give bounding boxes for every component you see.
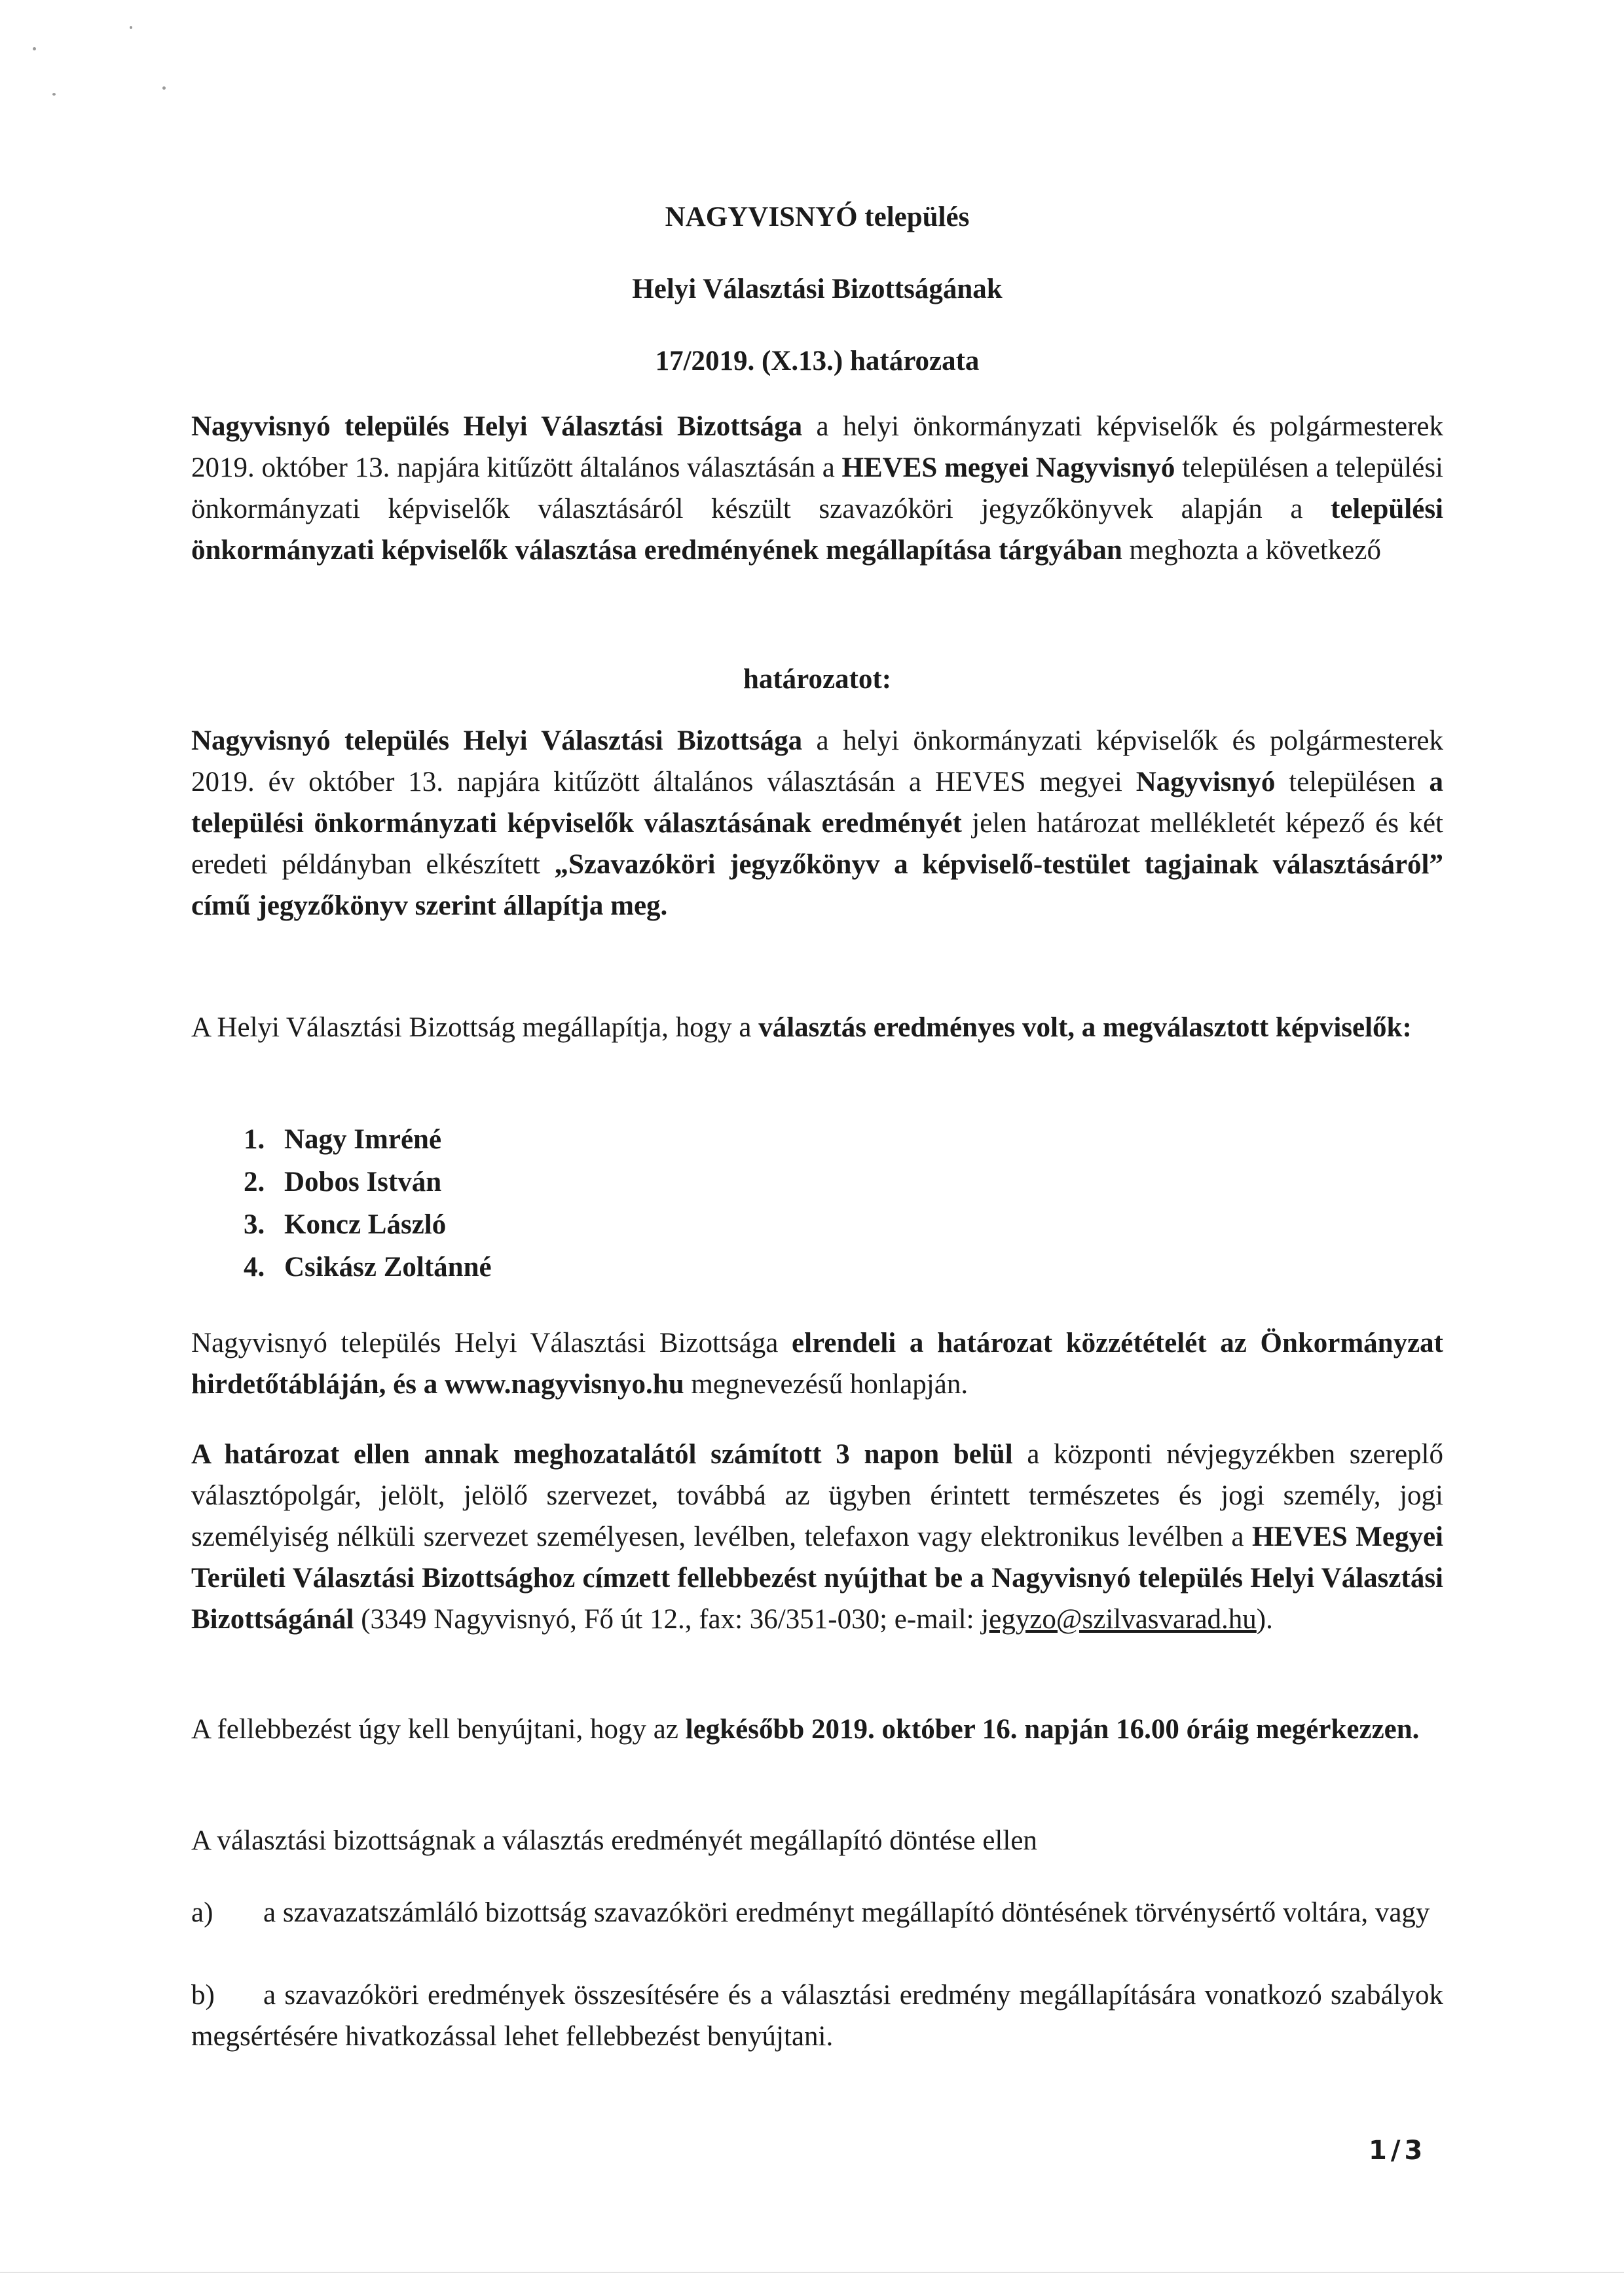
ground-text: a szavazóköri eredmények összesítésére és a választási eredmény megállapítására vonatkozó szabályok megsértésére hivatkozással lehet fellebbezést benyújtani. — [191, 1980, 1443, 2052]
appeal-email[interactable]: jegyzo@szilvasvarad.hu — [981, 1604, 1257, 1635]
ground-letter: b) — [191, 1980, 215, 2011]
ground-item-a — [191, 1892, 1443, 1933]
elected-name: Csikász Zoltánné — [284, 1252, 492, 1283]
deadline-bold: legkésőbb 2019. október 16. napján 16.00 óráig megérkezzen. — [685, 1714, 1420, 1745]
decision-protocol: „Szavazóköri jegyzőkönyv a képviselő-testület tagjainak választásáról” című jegyzőkönyv szerint állapítja meg. — [191, 849, 1444, 921]
title-committee: Helyi Választási Bizottságának — [632, 274, 1003, 304]
intro-text: meghozta a következő — [1122, 535, 1381, 566]
ground-text: a szavazatszámláló bizottság szavazóköri eredményt megállapító döntésének törvénysértő voltára, vagy — [263, 1897, 1430, 1928]
deadline-paragraph — [191, 1709, 1443, 1750]
page-bottom-edge — [0, 2272, 1624, 2273]
publication-text: Nagyvisnyó település Helyi Választási Bizottsága — [191, 1328, 792, 1358]
elected-item — [244, 1246, 492, 1288]
page-number: 1/3 — [1369, 2136, 1427, 2166]
decision-paragraph — [191, 720, 1443, 926]
publication-paragraph — [191, 1322, 1443, 1405]
deadline-text: A fellebbezést úgy kell benyújtani, hogy az — [191, 1714, 686, 1745]
elected-item — [244, 1203, 492, 1246]
appeal-text: ). — [1256, 1604, 1273, 1635]
intro-committee: Nagyvisnyó település Helyi Választási Bizottsága — [191, 411, 803, 442]
publication-text: megnevezésű honlapján. — [684, 1369, 969, 1400]
title-resolution-number: 17/2019. (X.13.) határozata — [655, 346, 980, 376]
grounds-intro: A választási bizottságnak a választás eredményét megállapító döntése ellen — [191, 1825, 1037, 1856]
scan-speck — [33, 47, 36, 50]
scan-speck — [52, 93, 56, 96]
decision-result: a települési önkormányzati képviselők választásának eredményét — [191, 767, 1443, 839]
decision-settlement: Nagyvisnyó — [1135, 767, 1276, 797]
appeal-deadline: A határozat ellen annak meghozatalától számított 3 napon belül — [191, 1439, 1013, 1470]
elected-name: Nagy Imréné — [284, 1124, 442, 1155]
intro-paragraph — [191, 406, 1443, 571]
elected-item — [244, 1118, 492, 1161]
intro-subject: települési önkormányzati képviselők választása eredményének megállapítása tárgyában — [191, 494, 1443, 566]
title-municipality: NAGYVISNYÓ település — [665, 202, 970, 232]
decision-text: jelen határozat mellékletét képező és két eredeti példányban elkészített — [191, 808, 1444, 880]
intro-text: településen a települési önkormányzati képviselők választásáról készült szavazóköri jegyzőkönyvek alapján a — [191, 452, 1443, 524]
appeal-text: (3349 Nagyvisnyó, Fő út 12., fax: 36/351-030; e-mail: — [354, 1604, 982, 1635]
elected-item — [244, 1161, 492, 1203]
decision-heading: határozatot: — [743, 664, 892, 695]
elected-list — [244, 1118, 492, 1288]
elected-number: 1. — [244, 1124, 265, 1155]
decision-text: településen — [1275, 767, 1430, 797]
ground-letter: a) — [191, 1897, 213, 1928]
elected-name: Koncz László — [284, 1209, 447, 1240]
scan-speck — [130, 26, 132, 29]
decision-text: a helyi önkormányzati képviselők és polgármesterek 2019. év október 13. napjára kitűzött általános választásán a HEVES megyei — [191, 725, 1443, 797]
intro-county: HEVES megyei Nagyvisnyó — [841, 452, 1175, 483]
result-paragraph — [191, 1007, 1443, 1048]
scan-speck — [162, 86, 166, 90]
publication-bold: elrendeli a határozat közzétételét az Önkormányzat hirdetőtábláján, és a www.nagyvisnyo.hu — [191, 1328, 1443, 1400]
ground-item-b — [191, 1975, 1443, 2057]
appeal-paragraph — [191, 1434, 1443, 1640]
elected-name: Dobos István — [284, 1167, 442, 1197]
elected-number: 3. — [244, 1209, 265, 1240]
elected-number: 2. — [244, 1167, 265, 1197]
result-text: A Helyi Választási Bizottság megállapítja, hogy a — [191, 1012, 759, 1043]
intro-text: a helyi önkormányzati képviselők és polgármesterek 2019. október 13. napjára kitűzött általános választásán a — [191, 411, 1443, 483]
elected-number: 4. — [244, 1252, 265, 1283]
decision-committee: Nagyvisnyó település Helyi Választási Bizottsága — [191, 725, 803, 756]
result-bold: választás eredményes volt, a megválasztott képviselők: — [758, 1012, 1412, 1043]
appeal-text: a központi névjegyzékben szereplő választópolgár, jelölt, jelölő szervezet, továbbá az ügyben érintett természetes és jogi személy, jogi személyiség nélküli szervezet személyesen, levélben, telefaxon vagy elektronikus levélben a — [191, 1439, 1443, 1552]
appeal-committee: HEVES Megyei Területi Választási Bizottsághoz címzett fellebbezést nyújthat be a Nagyvisnyó település Helyi Választási Bizottságánál — [191, 1522, 1443, 1635]
